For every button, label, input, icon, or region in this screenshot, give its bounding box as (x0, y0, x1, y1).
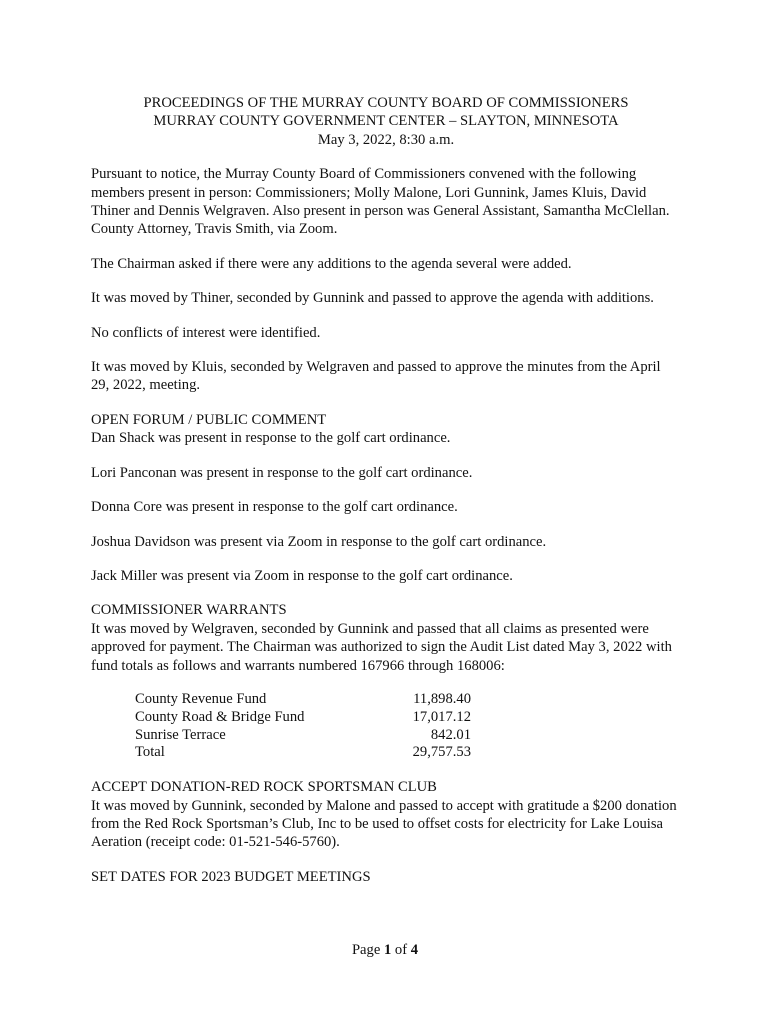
page-footer (0, 942, 770, 959)
table-row (135, 744, 471, 762)
fund-name: County Road & Bridge Fund (135, 708, 305, 725)
fund-amount: 842.01 (430, 726, 471, 743)
warrants-title: COMMISSIONER WARRANTS (91, 602, 287, 619)
fund-amount: 17,017.12 (412, 708, 471, 725)
fund-name: County Revenue Fund (135, 690, 267, 707)
minutes-approval-paragraph: It was moved by Kluis, seconded by Welgraven and passed to approve the minutes from the April 29, 2022, meeting. (91, 359, 661, 394)
attendance-paragraph: Pursuant to notice, the Murray County Board of Commissioners convened with the following members present in person: Commissioners; Molly Malone, Lori Gunnink, James Kluis, David Thiner and Dennis Welgraven. Also present in person was General Assistant, Samantha McClellan. County Attorney, Travis Smith, via Zoom. (91, 166, 670, 238)
donation-title: ACCEPT DONATION-RED ROCK SPORTSMAN CLUB (91, 779, 437, 796)
fund-total-label: Total (135, 744, 165, 761)
donation-section (91, 778, 681, 852)
donation-paragraph: It was moved by Gunnink, seconded by Malone and passed to accept with gratitude a $200 donation from the Red Rock Sportsman’s Club, Inc to be used to offset costs for electricity for Lake Louisa Aeration (receipt code: 01-521-546-5760). (91, 797, 677, 851)
table-row (135, 727, 471, 745)
fund-totals-table (135, 691, 471, 762)
header-location: MURRAY COUNTY GOVERNMENT CENTER – SLAYTON, MINNESOTA (153, 113, 619, 130)
warrants-section (91, 601, 681, 762)
forum-comment: Joshua Davidson was present via Zoom in response to the golf cart ordinance. (91, 533, 547, 550)
table-row (135, 691, 471, 709)
page-number: 1 (383, 942, 392, 958)
page-total: 4 (410, 942, 419, 958)
budget-section (91, 868, 681, 886)
forum-comment: Lori Panconan was present in response to the golf cart ordinance. (91, 464, 473, 481)
open-forum-section (91, 411, 681, 585)
document-header (91, 94, 681, 149)
header-date: May 3, 2022, 8:30 a.m. (317, 131, 455, 148)
fund-name: Sunrise Terrace (135, 726, 226, 743)
page-word: Page (351, 942, 381, 958)
table-row (135, 709, 471, 727)
forum-comment: Donna Core was present in response to the golf cart ordinance. (91, 499, 458, 516)
document-page (91, 94, 681, 886)
agenda-approval-paragraph: It was moved by Thiner, seconded by Gunnink and passed to approve the agenda with additions. (91, 290, 654, 307)
agenda-additions-paragraph: The Chairman asked if there were any additions to the agenda several were added. (91, 255, 572, 272)
forum-comment: Jack Miller was present via Zoom in response to the golf cart ordinance. (91, 567, 513, 584)
fund-total-amount: 29,757.53 (412, 744, 471, 761)
budget-title: SET DATES FOR 2023 BUDGET MEETINGS (91, 868, 371, 885)
conflicts-paragraph: No conflicts of interest were identified. (91, 324, 321, 341)
forum-comment: Dan Shack was present in response to the golf cart ordinance. (91, 430, 451, 447)
header-title: PROCEEDINGS OF THE MURRAY COUNTY BOARD OF COMMISSIONERS (143, 95, 629, 111)
open-forum-title: OPEN FORUM / PUBLIC COMMENT (91, 411, 327, 428)
of-word: of (394, 942, 408, 958)
warrants-paragraph: It was moved by Welgraven, seconded by Gunnink and passed that all claims as presented were approved for payment. The Chairman was authorized to sign the Audit List dated May 3, 2022 with fund totals as follows and warrants numbered 167966 through 168006: (91, 620, 672, 674)
fund-amount: 11,898.40 (413, 690, 471, 707)
